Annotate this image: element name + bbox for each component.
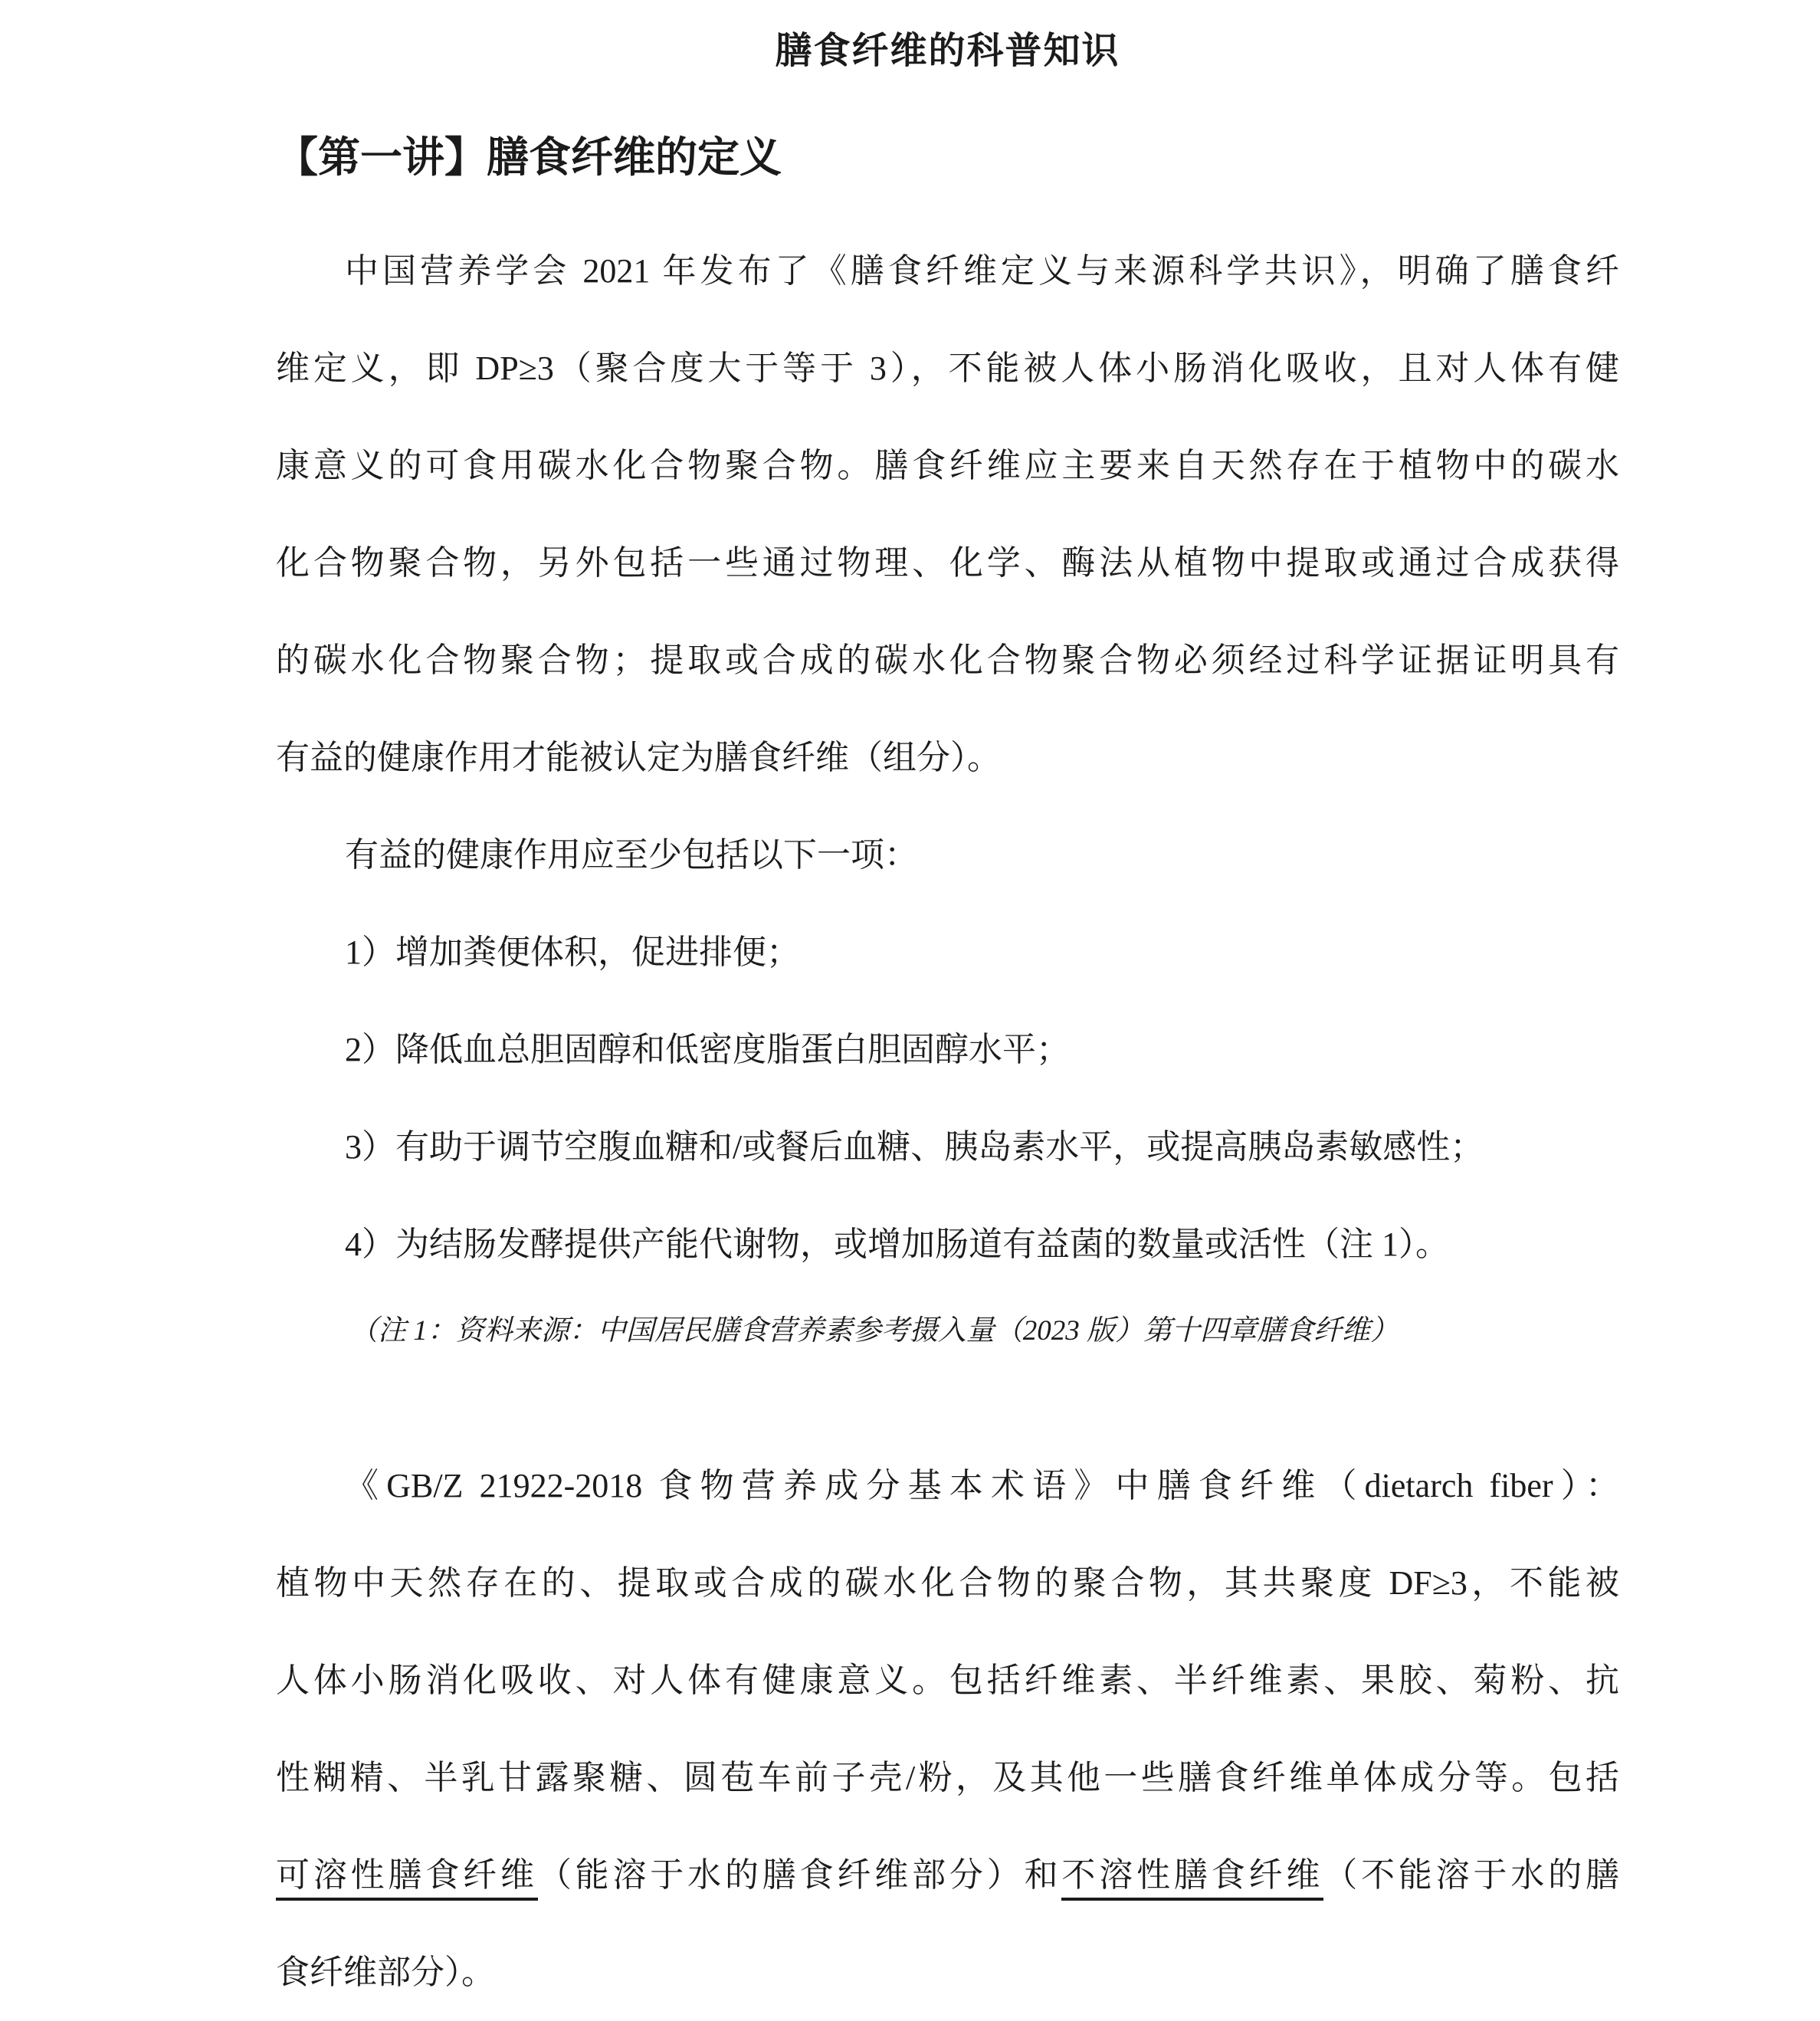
paragraph-line-with-underlines [276, 1826, 1619, 1924]
paragraph-line: 维定义，即 DP≥3（聚合度大于等于 3），不能被人体小肠消化吸收，且对人体有健 [276, 349, 1619, 387]
list-item-4: 4）为结肠发酵提供产能代谢物，或增加肠道有益菌的数量或活性（注 1）。 [345, 1225, 1449, 1263]
list-item-3: 3）有助于调节空腹血糖和/或餐后血糖、胰岛素水平，或提高胰岛素敏感性； [345, 1128, 1484, 1166]
paragraph-line: 中国营养学会 2021 年发布了《膳食纤维定义与来源科学共识》，明确了膳食纤 [345, 252, 1619, 290]
paragraph-line: 植物中天然存在的、提取或合成的碳水化合物的聚合物，其共聚度 DF≥3，不能被 [276, 1564, 1619, 1602]
underlined-term-soluble-fiber: 可溶性膳食纤维 [276, 1856, 538, 1901]
paragraph-line: 康意义的可食用碳水化合物聚合物。膳食纤维应主要来自天然存在于植物中的碳水 [276, 447, 1619, 484]
paragraph-spacer [276, 1370, 1619, 1437]
paragraph-text-segment: （不能溶于水的膳 [1323, 1856, 1620, 1894]
list-intro: 有益的健康作用应至少包括以下一项： [345, 836, 918, 874]
section-heading: 【第一讲】膳食纤维的定义 [276, 134, 782, 181]
paragraph-line: 的碳水化合物聚合物；提取或合成的碳水化合物聚合物必须经过科学证据证明具有 [276, 641, 1619, 679]
list-item-1: 1）增加粪便体积，促进排便； [345, 933, 800, 971]
list-item-2: 2）降低血总胆固醇和低密度脂蛋白胆固醇水平； [345, 1031, 1070, 1068]
document-title: 膳食纤维的科普知识 [775, 31, 1120, 71]
paragraph-line: 化合物聚合物，另外包括一些通过物理、化学、酶法从植物中提取或通过合成获得 [276, 544, 1619, 582]
source-note: （注 1：资料来源：中国居民膳食营养素参考摄入量（2023 版）第十四章膳食纤维） [349, 1315, 1399, 1347]
underlined-term-insoluble-fiber: 不溶性膳食纤维 [1061, 1856, 1323, 1901]
paragraph-line: 人体小肠消化吸收、对人体有健康意义。包括纤维素、半纤维素、果胶、菊粉、抗 [276, 1662, 1619, 1699]
paragraph-line: 性糊精、半乳甘露聚糖、圆苞车前子壳/粉，及其他一些膳食纤维单体成分等。包括 [276, 1759, 1619, 1796]
paragraph-line: 食纤维部分）。 [276, 1954, 495, 1991]
paragraph-gbz-standard [276, 1437, 1619, 2021]
paragraph-line: 《GB/Z 21922-2018 食物营养成分基本术语》中膳食纤维（dietarch fiber）： [345, 1467, 1619, 1504]
paragraph-line: 有益的健康作用才能被认定为膳食纤维（组分）。 [276, 739, 1001, 776]
paragraph-text-segment: （能溶于水的膳食纤维部分）和 [537, 1856, 1062, 1894]
paragraph-definition [276, 222, 1619, 806]
